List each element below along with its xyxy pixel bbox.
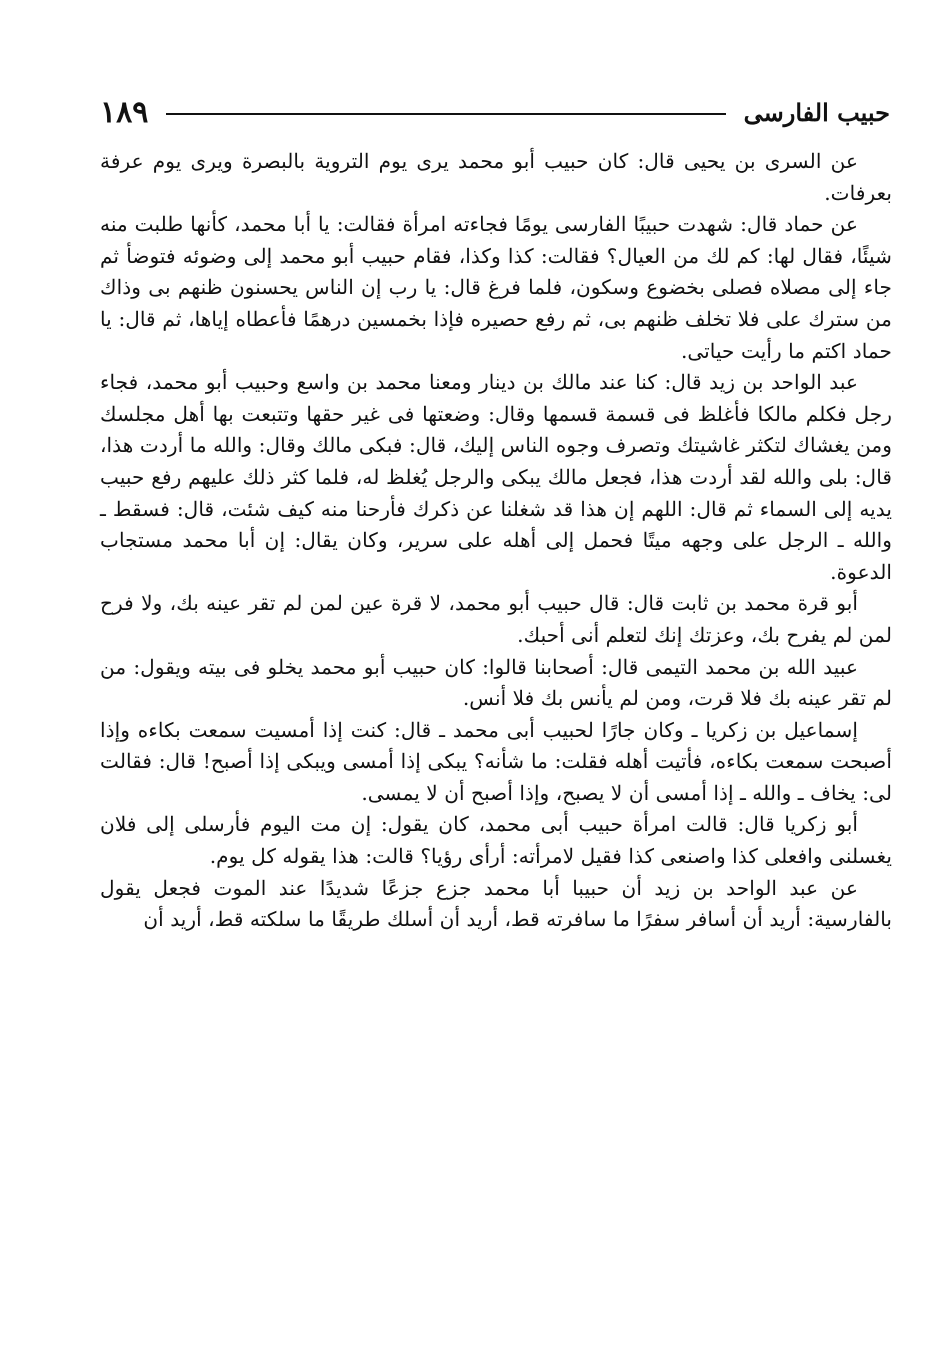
running-header — [100, 92, 890, 132]
paragraph-4: أبو قرة محمد بن ثابت قال: قال حبيب أبو محمد، لا قرة عين لمن لم تقر عينه بك، ولا فرح لمن لم يفرح بك، وعزتك إنك لتعلم أنى أحبك. — [100, 591, 892, 647]
paragraph-3: عبد الواحد بن زيد قال: كنا عند مالك بن دينار ومعنا محمد بن واسع وحبيب أبو محمد، فجاء رجل فكلم مالكا فأغلظ فى قسمة قسمها وقال: وضعتها فى غير حقها وتتبعت بها أهل مجلسك ومن يغشاك لتكثر غاشيتك وتصرف وجوه الناس إليك، قال: فبكى مالك وقال: والله ما أردت هذا، قال: بلى والله لقد أردت هذا، فجعل مالك يبكى والرجل يُغلظ له، فلما كثر ذلك عليهم رفع حبيب يديه إلى السماء ثم قال: اللهم إن هذا قد شغلنا عن ذكرك فأرحنا منه كيف شئت، قال: فسقط ـ والله ـ الرجل على وجهه ميتًا فحمل إلى أهله على سرير، وكان يقال: إن أبا محمد مستجاب الدعوة. — [100, 370, 892, 584]
paragraph-5: عبيد الله بن محمد التيمى قال: أصحابنا قالوا: كان حبيب أبو محمد يخلو فى بيته ويقول: من لم تقر عينه بك فلا قرت، ومن لم يأنس بك فلا أنس. — [100, 654, 892, 711]
paragraph-6: إسماعيل بن زكريا ـ وكان جارًا لحبيب أبى محمد ـ قال: كنت إذا أمسيت سمعت بكاءه وإذا أصبحت سمعت بكاءه، فأتيت أهله فقلت: ما شأنه؟ يبكى إذا أمسى ويبكى إذا أصبح! قال: فقالت لى: يخاف ـ والله ـ إذا أمسى أن لا يصبح، وإذا أصبح أن لا يمسى. — [100, 717, 892, 805]
running-title: حبيب الفارسى — [743, 97, 890, 127]
paragraph-7: أبو زكريا قال: قالت امرأة حبيب أبى محمد، كان يقول: إن مت اليوم فأرسلى إلى فلان يغسلنى وافعلى كذا واصنعى كذا فقيل لامرأته: أرأى رؤيا؟ قالت: هذا يقوله كل يوم. — [100, 812, 892, 869]
header-rule — [166, 113, 725, 115]
paragraph-8: عن عبد الواحد بن زيد أن حبيبا أبا محمد جزع جزعًا شديدًا عند الموت فجعل يقول بالفارسية: أريد أن أسافر سفرًا ما سافرته قط، أريد أن أسلك طريقًا ما سلكته قط، أريد أن — [100, 875, 892, 932]
page-number: ١٨٩ — [100, 94, 149, 130]
paragraph-2: عن حماد قال: شهدت حبيبًا الفارسى يومًا فجاءته امرأة فقالت: يا أبا محمد، كأنها طلبت منه شيئًا، فقال لها: كم لك من العيال؟ فقالت: كذا وكذا، فقام حبيب أبو محمد إلى وضوئه فتوضأ ثم جاء إلى مصلاه فصلى بخضوع وسكون، فلما فرغ قال: يا رب إن الناس يحسنون ظنهم بى وذاك من سترك على فلا تخلف ظنهم بى، ثم رفع حصيره فإذا بخمسين درهمًا فأعطاه إياها، ثم قال: يا حماد اكتم ما رأيت حياتى. — [100, 212, 892, 363]
body-text — [100, 146, 892, 936]
paragraph-1: عن السرى بن يحيى قال: كان حبيب أبو محمد يرى يوم التروية بالبصرة ويرى يوم عرفة بعرفات. — [100, 149, 892, 205]
